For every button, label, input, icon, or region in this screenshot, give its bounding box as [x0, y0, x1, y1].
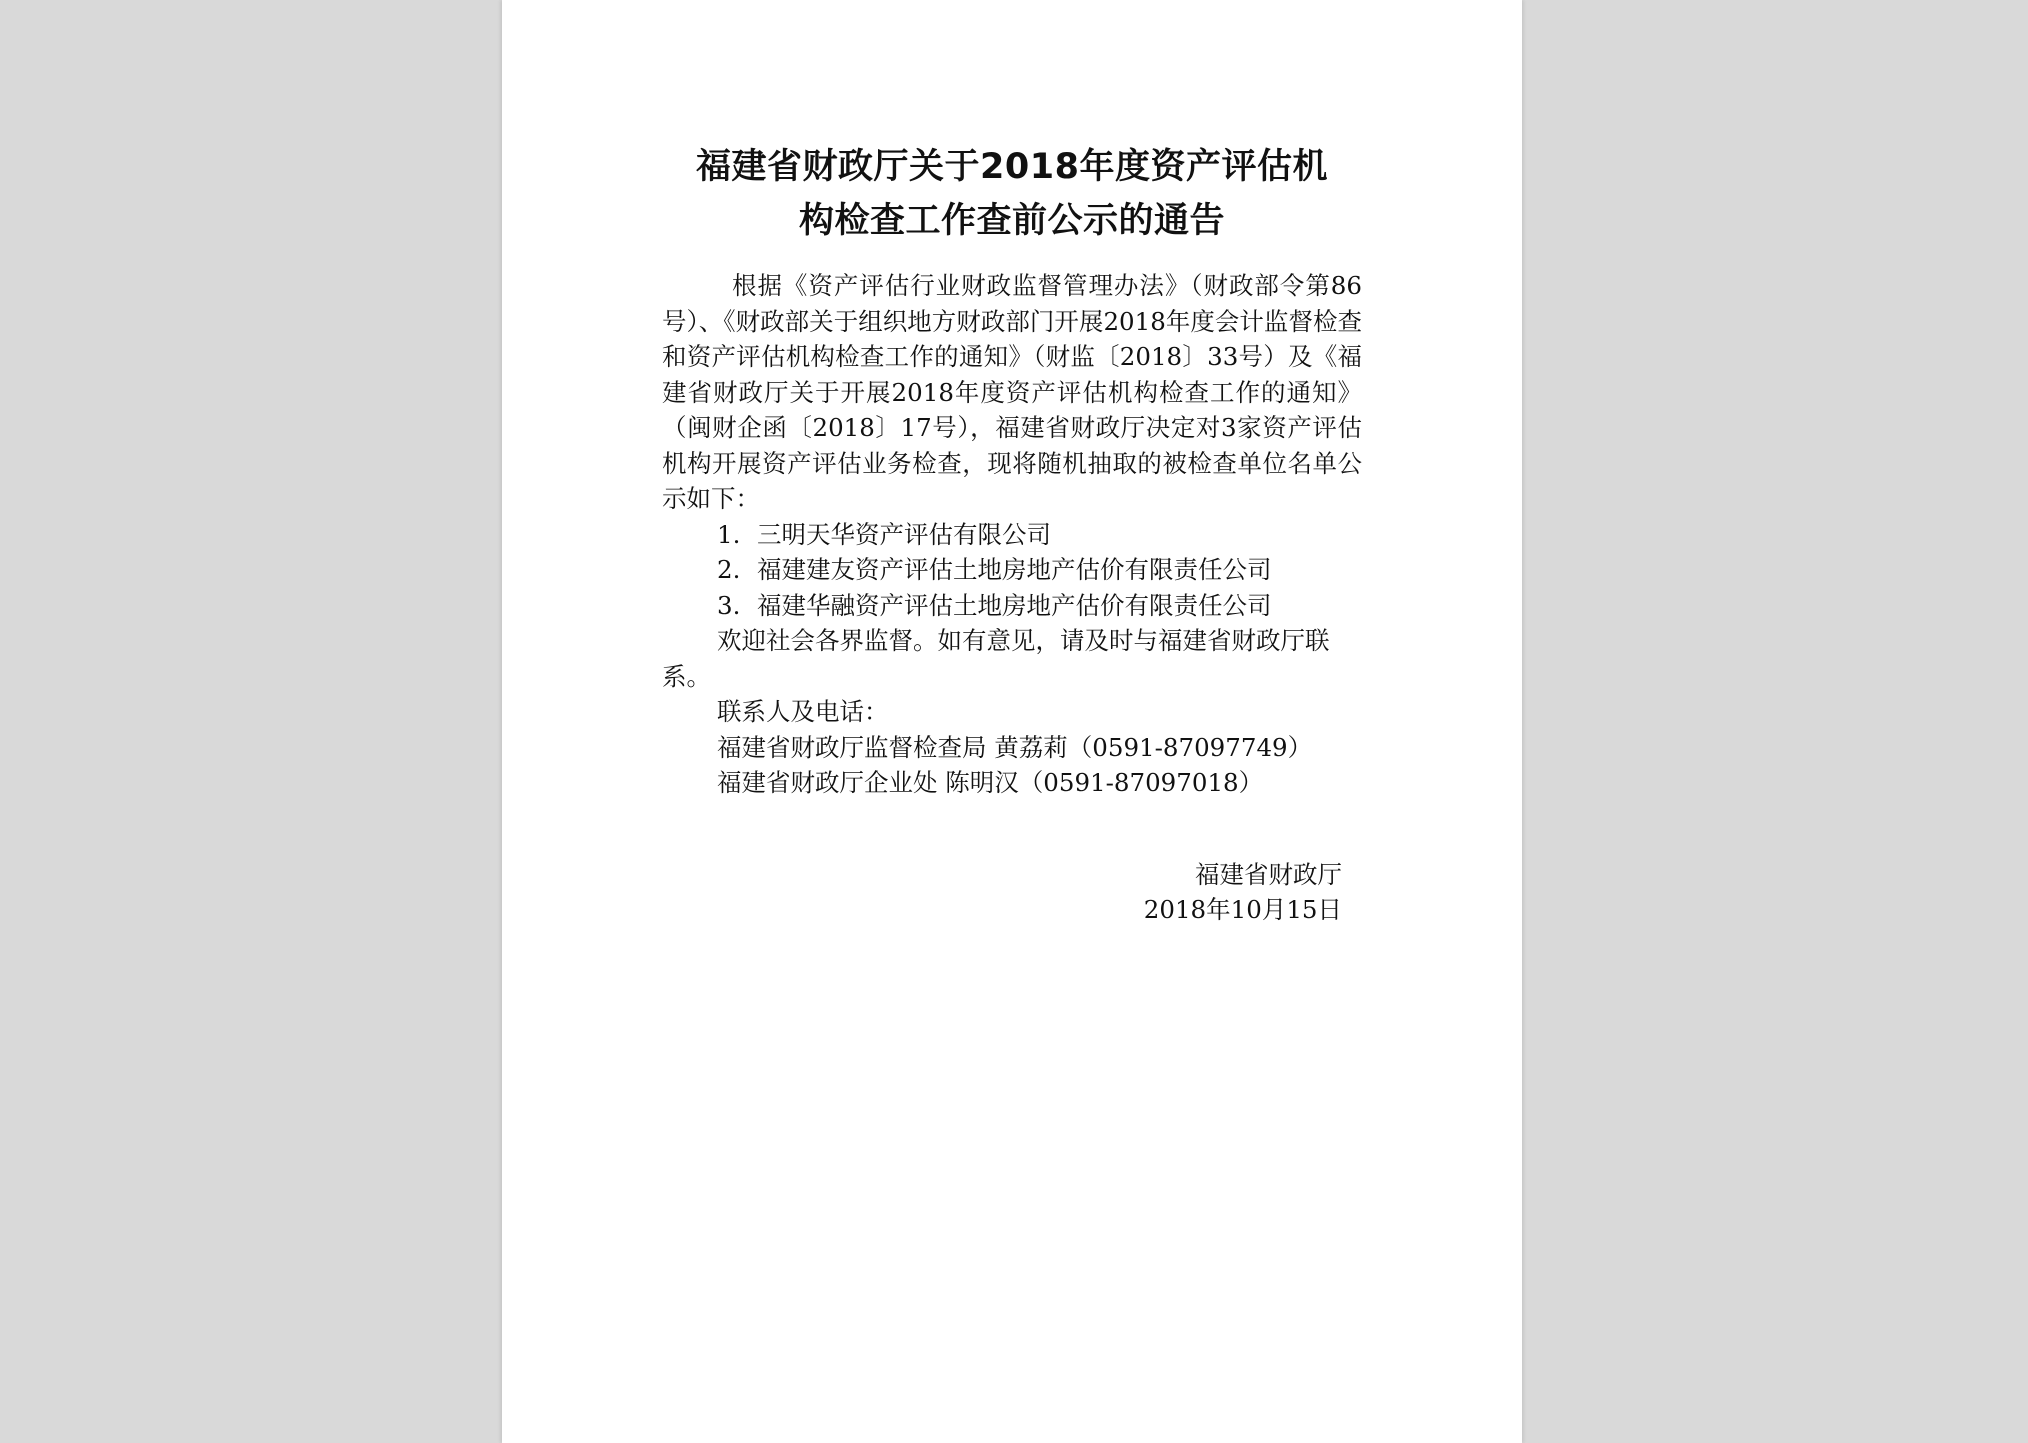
notice-document [662, 140, 1362, 928]
list-item [717, 517, 1362, 553]
list-item [717, 552, 1362, 588]
welcome-paragraph: 欢迎社会各界监督。如有意见，请及时与福建省财政厅联系。 [662, 626, 1330, 691]
signature-block [662, 857, 1362, 928]
document-body [662, 268, 1362, 928]
list-item-number: 3. [717, 590, 741, 620]
contact-line-2: 福建省财政厅企业处 陈明汉（0591-87097018） [717, 768, 1264, 797]
document-title [662, 140, 1362, 248]
document-page [502, 0, 1522, 1443]
signature-org: 福建省财政厅 [1195, 859, 1342, 889]
list-item-text: 三明天华资产评估有限公司 [757, 519, 1051, 549]
contact-line-1: 福建省财政厅监督检查局 黄荔莉（0591-87097749） [717, 732, 1313, 762]
list-item-text: 福建建友资产评估土地房地产估价有限责任公司 [757, 555, 1272, 584]
contact-heading: 联系人及电话： [717, 697, 889, 726]
title-line-2: 构检查工作查前公示的通告 [798, 201, 1225, 241]
list-item [717, 588, 1362, 624]
inspected-units-list [662, 517, 1362, 624]
list-item-text: 福建华融资产评估土地房地产估价有限责任公司 [757, 590, 1272, 620]
list-item-number: 2. [717, 555, 741, 584]
signature-date: 2018年10月15日 [1143, 895, 1342, 924]
intro-paragraph: 根据《资产评估行业财政监督管理办法》（财政部令第86号）、《财政部关于组织地方财政部门开展2018年度会计监督检查和资产评估机构检查工作的通知》（财监〔2018〕33号）及《福建省财政厅关于开展2018年度资产评估机构检查工作的通知》（闽财企函〔2018〕17号），福建省财政厅决定对3家资产评估机构开展资产评估业务检查，现将随机抽取的被检查单位名单公示如下： [662, 271, 1362, 513]
title-line-1: 福建省财政厅关于2018年度资产评估机 [696, 147, 1328, 187]
list-item-number: 1. [717, 519, 741, 549]
